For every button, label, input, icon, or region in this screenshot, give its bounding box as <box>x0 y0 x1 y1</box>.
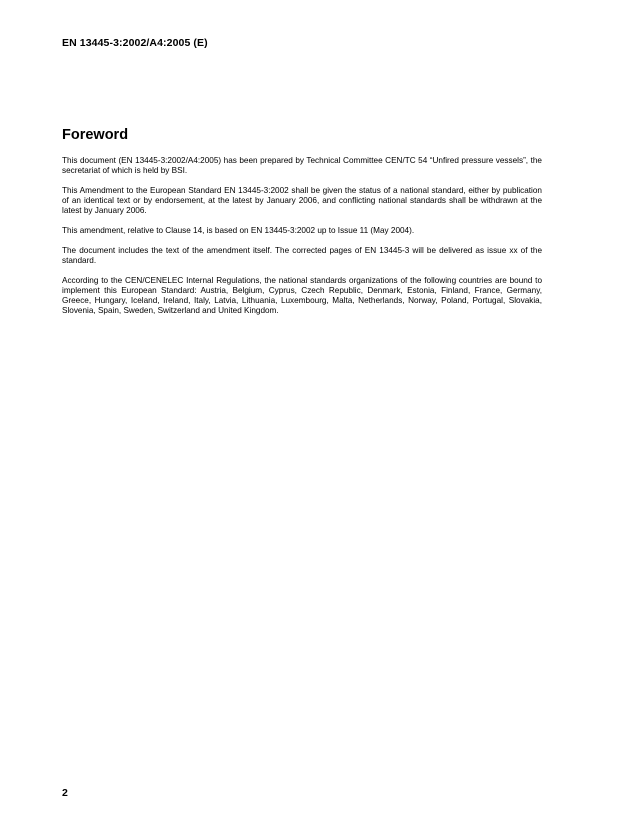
foreword-paragraph-preparation: This document (EN 13445-3:2002/A4:2005) has been prepared by Technical Committee CEN/TC 54 “Unfired pressure vessels”, the secretariat of which is held by BSI. <box>62 156 542 175</box>
document-header: EN 13445-3:2002/A4:2005 (E) <box>62 37 208 49</box>
foreword-paragraph-contents: The document includes the text of the amendment itself. The corrected pages of EN 13445-3 will be delivered as issue xx of the standard. <box>62 246 542 265</box>
foreword-body <box>62 156 542 326</box>
foreword-paragraph-countries: According to the CEN/CENELEC Internal Regulations, the national standards organizations of the following countries are bound to implement this European Standard: Austria, Belgium, Cyprus, Czech Republic, Denmark, Estonia, Finland, France, Germany, Greece, Hungary, Iceland, Ireland, Italy, Latvia, Lithuania, Luxembourg, Malta, Netherlands, Norway, Poland, Portugal, Slovakia, Slovenia, Spain, Sweden, Switzerland and United Kingdom. <box>62 276 542 315</box>
page-number: 2 <box>62 787 68 799</box>
foreword-paragraph-basis: This amendment, relative to Clause 14, is based on EN 13445-3:2002 up to Issue 11 (May 2004). <box>62 226 415 235</box>
foreword-paragraph-status: This Amendment to the European Standard EN 13445-3:2002 shall be given the status of a national standard, either by publication of an identical text or by endorsement, at the latest by January 2006, and conflicting national standards shall be withdrawn at the latest by January 2006. <box>62 186 542 215</box>
foreword-heading: Foreword <box>62 127 129 143</box>
